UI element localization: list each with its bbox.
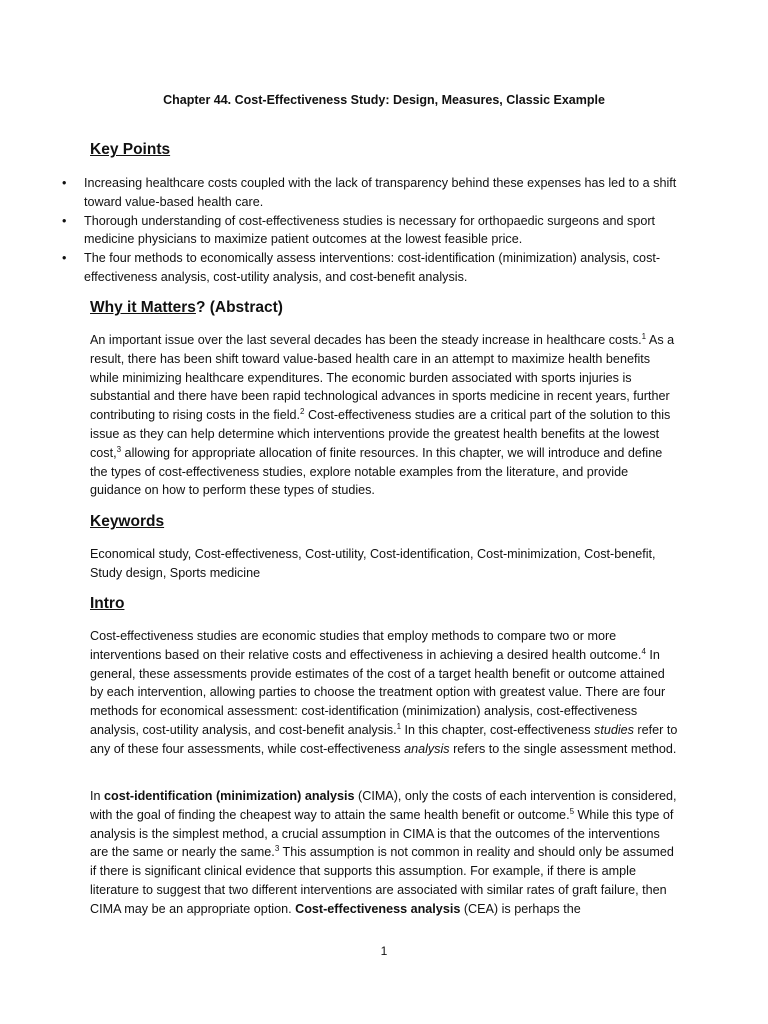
abstract-text: An important issue over the last several decades has been the steady increase in healthcare costs. (90, 333, 642, 347)
intro-text: This assumption is not common in reality and should only be assumed if there is significant clinical evidence that supports this assumption. For example, if there is ample literature to suggest that two different interventions are associated with similar rates of graft failure, then CIMA may be an appropriate option. (90, 845, 674, 916)
bullet-icon: • (62, 213, 67, 228)
list-item (62, 212, 682, 250)
intro-text: Cost-effectiveness studies are economic studies that employ methods to compare two or more interventions based on their relative costs and effectiveness in achieving a desired health outcome. (90, 629, 642, 662)
why-it-matters-heading-rest: ? (Abstract) (195, 299, 283, 316)
why-it-matters-heading (90, 299, 283, 317)
intro-heading (90, 595, 124, 613)
intro-emphasis: studies (594, 722, 634, 737)
abstract-text: allowing for appropriate allocation of finite resources. In this chapter, we will introduce and define the types of cost-effectiveness studies, explore notable examples from the literature, and provide guidance on how to perform these types of studies. (90, 445, 663, 498)
intro-text: (CIMA), only the costs of each intervention is considered, with the goal of finding the cheapest way to attain the same health benefit or outcome. (90, 789, 677, 822)
citation-ref: 3 (274, 844, 280, 854)
intro-text: While this type of analysis is the simplest method, a crucial assumption in CIMA is that the outcomes of the interventions are the same or nearly the same. (90, 807, 674, 860)
page-number: 1 (380, 944, 388, 958)
intro-emphasis: analysis (404, 741, 450, 756)
intro-text: (CEA) is perhaps the (460, 901, 581, 916)
term-cima: cost-identification (minimization) analysis (104, 789, 355, 803)
term-cea: Cost-effectiveness analysis (295, 901, 461, 916)
citation-ref: 1 (396, 721, 402, 731)
list-item (62, 174, 682, 212)
abstract-text: Cost-effectiveness studies are a critical part of the solution to this issue as they can help determine which interventions provide the greatest health benefits at the lowest cost, (90, 408, 671, 460)
list-item (62, 249, 682, 287)
citation-ref: 2 (300, 407, 305, 416)
citation-ref: 3 (116, 444, 122, 454)
key-points-heading (90, 141, 170, 159)
citation-ref: 1 (641, 331, 647, 341)
bullet-icon: • (62, 251, 67, 266)
chapter-title: Chapter 44. Cost-Effectiveness Study: Design, Measures, Classic Example (163, 93, 605, 107)
bullet-icon: • (62, 176, 67, 190)
intro-text: refer to any of these four assessments, while cost-effectiveness (90, 722, 678, 756)
intro-text: In general, these assessments provide estimates of the cost of a target health benefit or outcome attained by each intervention, allowing parties to choose the treatment option with greatest value. There are four methods for economical assessment: cost-identification (minimization) analysis, cost-effectiveness analysis, cost-utility analysis, and cost-benefit analysis. (90, 647, 666, 737)
keywords-paragraph: Economical study, Cost-effectiveness, Cost-utility, Cost-identification, Cost-minimization, Cost-benefit, Study design, Sports medicine (90, 547, 656, 580)
key-point-text: Thorough understanding of cost-effectiveness studies is necessary for orthopaedic surgeons and sport medicine physicians to maximize patient outcomes at the lowest feasible price. (84, 213, 656, 247)
intro-text: refers to the single assessment method. (449, 741, 677, 756)
intro-text: In (90, 789, 105, 803)
key-point-text: Increasing healthcare costs coupled with the lack of transparency behind these expenses has led to a shift toward value-based health care. (84, 176, 677, 209)
why-it-matters-heading-underlined: Why it Matters (90, 299, 196, 316)
keywords-heading-text: Keywords (90, 513, 165, 530)
key-points-heading-text: Key Points (90, 141, 171, 158)
keywords-heading (90, 513, 164, 531)
citation-ref: 5 (569, 806, 575, 816)
intro-text: In this chapter, cost-effectiveness (401, 722, 595, 737)
key-points-list (62, 174, 682, 287)
abstract-paragraph (90, 331, 680, 500)
intro-paragraph-1 (90, 627, 680, 759)
citation-ref: 4 (641, 646, 646, 656)
intro-paragraph-2 (90, 787, 680, 919)
intro-heading-text: Intro (90, 595, 125, 612)
key-point-text: The four methods to economically assess interventions: cost-identification (minimization) analysis, cost-effectiveness analysis, cost-utility analysis, and cost-benefit analysis. (84, 251, 661, 284)
abstract-text: As a result, there has been shift toward value-based health care in an attempt to maximize health benefits while minimizing healthcare expenditures. The economic burden associated with sports injuries is substantial and there have been rapid technological advances in sports medicine in recent years, further contributing to rising costs in the field. (90, 333, 675, 423)
